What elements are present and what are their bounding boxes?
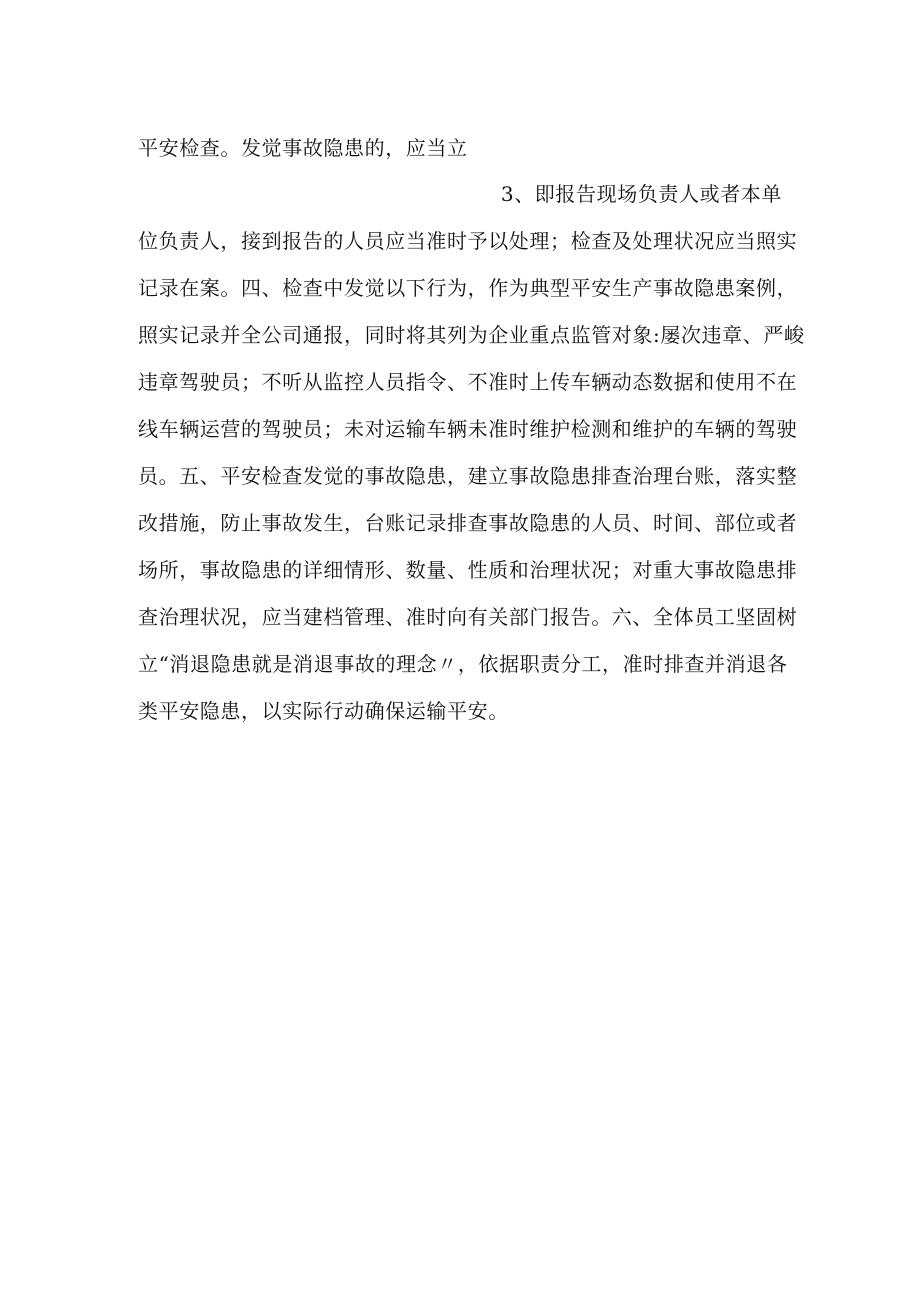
text-line: 记录在案。四、检查中发觉以下行为，作为典型平安生产事故隐患案例， xyxy=(138,276,798,300)
text-line: 查治理状况，应当建档管理、准时向有关部门报告。六、全体员工坚固树 xyxy=(138,605,798,629)
text-line: 场所，事故隐患的详细情形、数量、性质和治理状况；对重大事故隐患排 xyxy=(138,558,798,582)
text-line: 照实记录并全公司通报，同时将其列为企业重点监管对象:屡次违章、严峻 xyxy=(138,323,805,347)
text-line: 3、即报告现场负责人或者本单 xyxy=(500,182,782,206)
text-line: 立“消退隐患就是消退事故的理念〃，依据职责分工，准时排查并消退各 xyxy=(138,652,788,676)
text-line: 类平安隐患，以实际行动确保运输平安。 xyxy=(138,699,509,723)
text-line: 员。五、平安检查发觉的事故隐患，建立事故隐患排查治理台账，落实整 xyxy=(138,464,798,488)
text-line: 位负责人，接到报告的人员应当准时予以处理；检查及处理状况应当照实 xyxy=(138,229,798,253)
text-line: 平安检查。发觉事故隐患的，应当立 xyxy=(138,136,468,160)
text-line: 改措施，防止事故发生，台账记录排查事故隐患的人员、时间、部位或者 xyxy=(138,511,798,535)
text-line: 线车辆运营的驾驶员；未对运输车辆未准时维护检测和维护的车辆的驾驶 xyxy=(138,417,798,441)
text-line: 违章驾驶员；不听从监控人员指令、不准时上传车辆动态数据和使用不在 xyxy=(138,370,798,394)
